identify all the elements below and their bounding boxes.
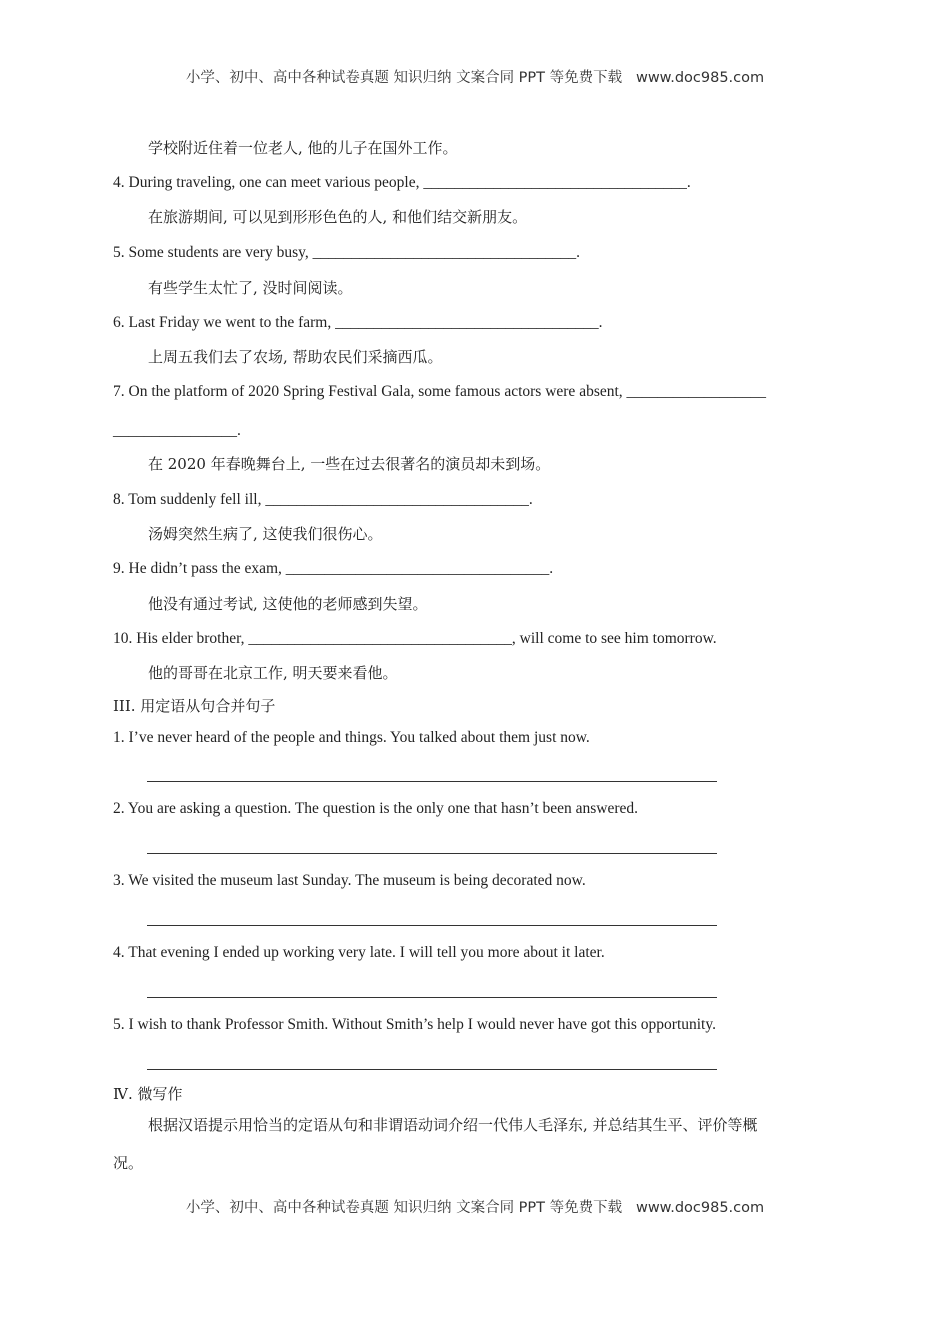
answer-line-5[interactable]: [147, 1069, 717, 1070]
question-10: 10. His elder brother, __________________________________, will come to see him tomorrow.: [113, 630, 717, 647]
translation-5: 有些学生太忙了, 没时间阅读。: [148, 279, 353, 297]
answer-line-2[interactable]: [147, 853, 717, 854]
translation-6: 上周五我们去了农场, 帮助农民们采摘西瓜。: [148, 348, 443, 366]
combine-question-3: 3. We visited the museum last Sunday. The museum is being decorated now.: [113, 872, 586, 889]
question-7: 7. On the platform of 2020 Spring Festival Gala, some famous actors were absent, __________________: [113, 383, 767, 400]
question-6: 6. Last Friday we went to the farm, __________________________________.: [113, 314, 603, 331]
combine-question-5: 5. I wish to thank Professor Smith. Without Smith’s help I would never have got this opportunity.: [113, 1016, 716, 1033]
writing-prompt-line-2: 况。: [113, 1154, 144, 1172]
answer-line-4[interactable]: [147, 997, 717, 998]
question-8: 8. Tom suddenly fell ill, __________________________________.: [113, 491, 533, 508]
question-9: 9. He didn’t pass the exam, __________________________________.: [113, 560, 554, 577]
writing-prompt-line-1: 根据汉语提示用恰当的定语从句和非谓语动词介绍一代伟人毛泽东, 并总结其生平、评价等概: [148, 1116, 758, 1134]
section-4-title: Ⅳ. 微写作: [113, 1085, 183, 1103]
combine-question-4: 4. That evening I ended up working very late. I will tell you more about it later.: [113, 944, 605, 961]
translation-9: 他没有通过考试, 这使他的老师感到失望。: [148, 595, 428, 613]
answer-line-3[interactable]: [147, 925, 717, 926]
answer-line-1[interactable]: [147, 781, 717, 782]
translation-10: 他的哥哥在北京工作, 明天要来看他。: [148, 664, 398, 682]
page-footer: 小学、初中、高中各种试卷真题 知识归纳 文案合同 PPT 等免费下载 www.doc985.com: [185, 1200, 765, 1216]
translation-7: 在 2020 年春晚舞台上, 一些在过去很著名的演员却未到场。: [148, 455, 551, 473]
combine-question-1: 1. I’ve never heard of the people and things. You talked about them just now.: [113, 729, 590, 746]
section-3-title: III. 用定语从句合并句子: [113, 697, 276, 715]
prev-translation: 学校附近住着一位老人, 他的儿子在国外工作。: [148, 139, 458, 157]
question-7-continuation: ________________.: [113, 422, 241, 439]
question-4: 4. During traveling, one can meet various people, __________________________________.: [113, 174, 691, 191]
translation-4: 在旅游期间, 可以见到形形色色的人, 和他们结交新朋友。: [148, 208, 528, 226]
page-header: 小学、初中、高中各种试卷真题 知识归纳 文案合同 PPT 等免费下载 www.doc985.com: [185, 70, 765, 86]
translation-8: 汤姆突然生病了, 这使我们很伤心。: [148, 525, 383, 543]
question-5: 5. Some students are very busy, __________________________________.: [113, 244, 580, 261]
combine-question-2: 2. You are asking a question. The question is the only one that hasn’t been answered.: [113, 800, 639, 817]
